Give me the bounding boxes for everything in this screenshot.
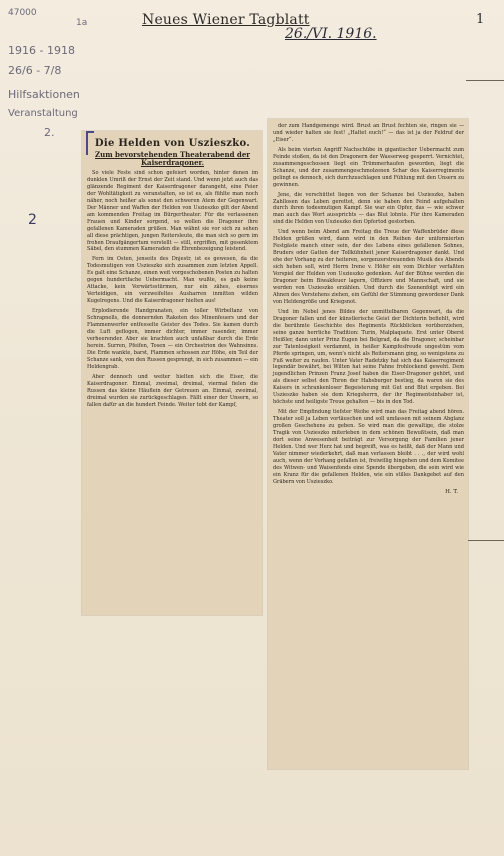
page-number: 1 [476, 12, 485, 27]
date-range-1: 1916 - 1918 [8, 44, 75, 57]
clipping-left-column [82, 131, 262, 615]
sheet-number: 1a [76, 18, 88, 28]
paragraph: Und im Nebel jenes Bildes der unmittelbaren Gegenwart, da die Dragoner fallen und der künstlerische Geist der Dichterin befiehlt, wird die berühmte Geschichte des Regiments Rückblicken vorüberziehen, seine ganze herrliche Tradition: Turin, Malplaquete. Erst unter Oberst Heißler, dann unter Prinz Eugen bei Belgrad, da die Dragoner, scheinbar zur Tatenlosigkeit verdammt, in heißer Kampfesfreude ungestüm vom Pferde springen, um, wenn's nicht als Reitersmann ging, so wenigstens zu Fuß weiter zu raufen. Unter Vater Radetzky hat sich das Kaiserregiment legendär bewährt, bei Wilten hat seine Fahne frohlockend geweht. Dem jugendlichen Prinzen Franz Josef haben die Eiser-Dragoner gehört, und als dieser selbst den Thron der Habsburger bestieg, da waren sie des Kaisers in schrankenloser Begeisterung mit Gut und Blut ergeben. Bei Uszieszko haben sie dem Kriegsherrn, der ihr Regimentsinhaber ist, höchste und heiligste Treue gehalten — bis in den Tod. [273, 308, 464, 406]
category-note: Hilfsaktionen [8, 88, 80, 101]
article-date: 26./VI. 1916. [285, 26, 377, 42]
newspaper-masthead: Neues Wiener Tagblatt [142, 12, 310, 28]
event-note: Veranstaltung [8, 108, 78, 119]
paragraph: der zum Handgemenge wird. Brust an Brust fechten sie, ringen sie — und wieder halten sie fest! „Haltet euch!“ — das ist ja der Feldruf der „Eiser“. [273, 123, 464, 143]
paragraph: So viele Feste sind schon gefeiert worden, hinter denen im dunklen Umriß der Ernst der Zeit stand. Und wenn jetzt auch das glänzende Regiment der Kaiserdragoner darangeht, eine Feier der Wohltätigkeit zu veranstalten, so ist es, als fühlte man noch näher, noch heißer als sonst den schweren Atem der Gegenwart. Der Männer und Waffen der Helden von Uszieszko gilt der Abend am kommenden Freitag im Bürgertheater. Für die verlassenen Frauen und Kinder sorgend, so wollen die Dragoner ihre gefallenen Kameraden grüßen. Man wähnt sie vor sich zu sehen all diese prächtigen, jungen Reitersleute, die man sich so gern im frohen Draufgängertum vorstellt — still, ergriffen, mit gesenktem Säbel, den stummen Kameraden die Ehrenbezeigung leistend. [87, 170, 258, 253]
number-note: 2. [44, 126, 55, 139]
paragraph: Jene, die verschüttet liegen von der Schanze bei Uszieszko, haben Zahllosen das Leben gerettet, denn sie haben den Feind aufgehalten durch ihren todesmutigen Kampf. Sie war ein Opfer, das — wie schwer man auch das Wort aussprichts — das Blut lohnte. Für ihre Kameraden sind die Helden von Uszieszko den Opfertod gestorben. [273, 191, 464, 226]
author-signature: H. T. [445, 488, 458, 495]
edge-tick [466, 540, 504, 559]
margin-number: 2 [28, 212, 37, 228]
paragraph: Und wenn beim Abend am Freitag die Treue der Waffenbrüder diese Helden grüßen wird, dann wird in den Reihen der uniformierten Festgäste manch einer sein, der des Lebens eines gefallenen Sohnes, Bruders oder Gatten der Tollkühnheit jener Kaiserdragoner dankt. Und ehe der Vorhang zu der heiteren, sorgenzerstreuenden Musik des Abends sich heben soll, wird Herrn Irene v. Höfer ein vom Dichter verfaßten Vorspiel der Helden von Uszieszko gedenken. Auf der Bühne werden die Dragoner beim Biwakfeuer lagern, Offiziere und Mannschaft, und sie werden von Uszieszko erzählen. Und durch die Szenenfolgt wird ein Ahnen des Verstehens ziehen, ein Gefühl der Stimmung gewordener Dank von Heldengröße und Kriegsnot. [273, 229, 464, 305]
blue-pencil-bracket [86, 131, 94, 155]
archive-number: 47000 [8, 8, 37, 18]
paragraph: Als beim vierten Angriff Nachschübe in gigantischer Uebermacht zum Feinde stoßen, da ist den Dragonern der Wasserweg gesperrt. Vernichtet, zusammengeschossen liegt ein Trümmerhaufen geworden, liegt die Schanze, und der zusammengeschmolzenen Schar des Kaiserregiments gelingt es dennoch, sich durchzuschlagen und Fühlung mit den Unsern zu gewinnen. [273, 146, 464, 188]
paragraph: Mit der Empfindung tiefster Weihe wird man das Freitag abend hören. Theater soll ja Leben vortäuschen und soll umfassen mit seinem Abglanz großen Geschehens zu geben. So wird man die gewaltige, die stolze Tragik von Uszieszko miterleben in dem schönen Bewußtsein, daß man dort seine Anwesenheit beiträgt zur Versorgung der Familien jener Helden. Und wer Herz hat und begreift, was es heißt, daß der Mann und Vater nimmer wiederkehrt, daß man verlassen bleibt . . ., der wird wohl auch, wenn der Vorhang gefallen ist, freiwillig hingehen und dem Komitee des Witwen- und Waisenfonds eine Spende übergeben, die sein wird wie ein Kranz für die gefallenen Helden, wie ein stilles Dankgebet auf den Gräbern von Uszieszko. [273, 409, 464, 485]
paragraph: Erplodierende Handgranaten, ein toller Wirbeltanz von Schrapnells, die donnernden Raketen des Minenfeuers und der Flammenwerfer entfesselte Geister des Todes. Sie kamen durch die Luft geflogen, immer dichter, immer rasender, immer verheerender. Aber sie krachten auch unfaßbar durch die Erde herein. Surren, Pfeifen, Tosen — ein Orchestrion des Wahnsinns. Die Erde wankte, barst, Flammen schossen zur Höhe, ein Teil der Schanze sank, von den Russen gesprengt, in sich zusammen — ein Heldengrab. [87, 308, 258, 370]
article-subhead: Zum bevorstehenden Theaterabend der Kaiserdragoner. [95, 150, 250, 167]
paragraph: Aber dennoch und weiter hielten sich die Eiser, die Kaiserdragoner. Einmal, zweimal, dreimal, viermal fielen die Russen das kleine Häuflein der Getreuen an. Einmal, zweimal, dreimal wurden sie zurückgeschlagen. Fällt einer der Unsern, so fallen dafür an die hundert Feinde. Weiter tobt der Kampf, [87, 373, 258, 408]
clipping-right-column [268, 119, 468, 769]
edge-tick [466, 80, 504, 99]
date-range-2: 26/6 - 7/8 [8, 64, 62, 77]
article-headline: Die Helden von Uszieszko. [94, 138, 251, 149]
paragraph: Fern im Osten, jenseits des Dnjestr, ist es gewesen, da die Todesmutigen von Uszieszko sich zusammen zum letzten Appell. Es galt eine Schanze, einen weit vorgeschobenen Posten zu halten gegen hundertfache Uebermacht. Man wußte, es gab keine Attacke, kein Vorwärtsstürmen, nur ein zähes, eisernes Verteidigen, ein verzweifeltes Ausharren inmitten wilden Kugelregens. Und die Kaiserdragoner hielten aus! [87, 256, 258, 305]
